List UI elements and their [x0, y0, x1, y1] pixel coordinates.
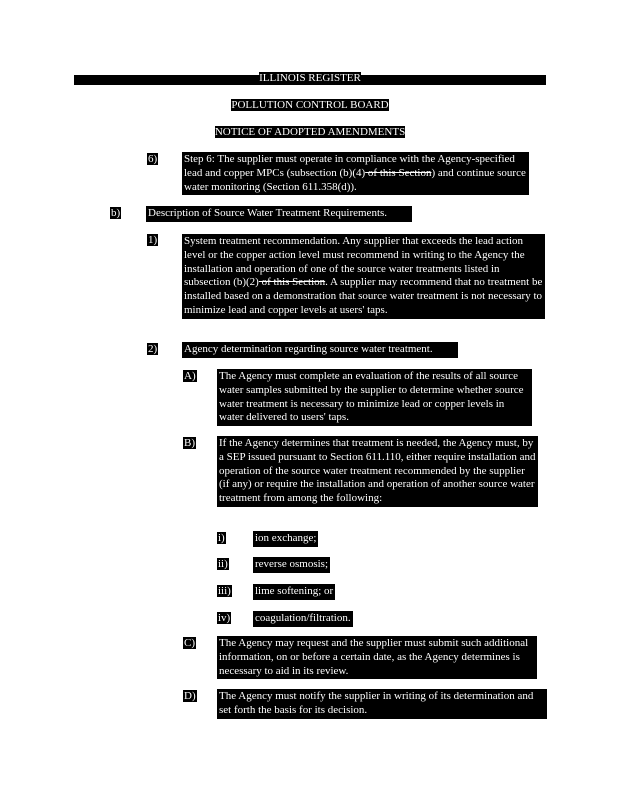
item-D-label: D) [184, 690, 196, 702]
item-C-label: C) [184, 637, 195, 649]
roman-iii-text: lime softening; or [253, 584, 335, 600]
roman-i-label: i) [218, 532, 225, 544]
roman-iv-label: iv) [218, 612, 231, 624]
item-D-text: The Agency must notify the supplier in writing of its determination and set forth the basis for its decision. [217, 689, 547, 719]
item-B2-text: If the Agency determines that treatment is needed, the Agency must, by a SEP issued pursuant to Section 611.110, either require installation and operation of the source water treatment recommended by the supplier (if any) or require the installation and operation of another source water treatment from among the following: [217, 436, 538, 507]
board-title: POLLUTION CONTROL BOARD [231, 99, 389, 111]
item-1-label: 1) [148, 234, 158, 246]
notice-title: NOTICE OF ADOPTED AMENDMENTS [214, 126, 406, 138]
roman-ii-label: ii) [218, 558, 228, 570]
roman-iii-label: iii) [218, 585, 231, 597]
item-6-text: Step 6: The supplier must operate in compliance with the Agency-specified lead and copper MPCs (subsection (b)(4) of this Section) and continue source water monitoring (Section 611.358(d)). [182, 152, 529, 195]
item-A-label: A) [184, 370, 196, 382]
item-b-heading: Description of Source Water Treatment Requirements. [146, 206, 412, 222]
item-b-label: b) [111, 207, 121, 219]
item-A-text: The Agency must complete an evaluation of the results of all source water samples submitted by the supplier to determine whether source water treatment is necessary to minimize lead or copper levels in water delivered to users' taps. [217, 369, 532, 426]
roman-i-text: ion exchange; [253, 531, 318, 547]
item-6-label: 6) [148, 153, 158, 165]
item-2-text: Agency determination regarding source water treatment. [182, 342, 458, 358]
item-B2-label: B) [184, 437, 195, 449]
roman-ii-text: reverse osmosis; [253, 557, 330, 573]
roman-iv-text: coagulation/filtration. [253, 611, 353, 627]
item-C-text: The Agency may request and the supplier must submit such additional information, on or before a certain date, as the Agency determines is necessary to aid in its review. [217, 636, 537, 679]
register-title: ILLINOIS REGISTER [259, 72, 361, 84]
item-1-text: System treatment recommendation. Any supplier that exceeds the lead action level or the copper action level must recommend in writing to the Agency the installation and operation of one of the source water treatments listed in subsection (b)(2) of this Section. A supplier may recommend that no treatment be installed based on a demonstration that source water treatment is not necessary to minimize lead and copper levels at users' taps. [182, 234, 545, 319]
item-2-label: 2) [148, 343, 158, 355]
